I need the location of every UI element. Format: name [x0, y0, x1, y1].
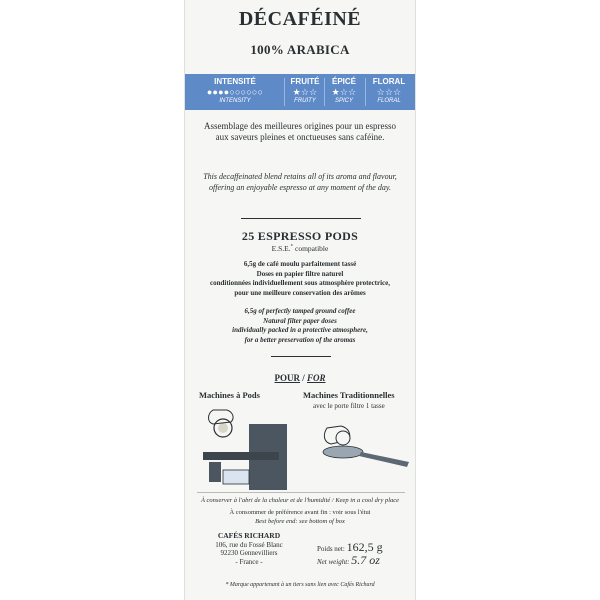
details-en-line: 6,5g of perfectly tamped ground coffee	[244, 307, 356, 315]
trademark-note: * Marque appartenant à un tiers sans lien avec Cafés Richard	[225, 582, 375, 588]
intensity-label: INTENSITÉ	[214, 77, 256, 86]
coffee-pod	[336, 431, 350, 445]
net-weight-grams: 162,5 g	[346, 540, 383, 554]
floral-label-en: FLORAL	[377, 98, 401, 104]
details-en-line: individually packed in a protective atmosphere,	[232, 326, 368, 334]
portafilter-handle	[359, 452, 409, 467]
pod-center	[218, 423, 228, 433]
description-fr: Assemblage des meilleures origines pour un espresso aux saveurs pleines et onctueuses sans caféine.	[204, 121, 396, 142]
ese-compatible	[185, 244, 415, 253]
best-before-fr: À consommer de préférence avant fin : voir sous l'étui	[229, 509, 371, 516]
for-heading	[185, 373, 415, 383]
machine-pods-label: Machines à Pods	[199, 390, 260, 400]
address-country: - France -	[235, 557, 263, 566]
details-fr	[185, 260, 415, 298]
spicy-label-en: SPICY	[334, 98, 353, 104]
for-label-fr: POUR	[274, 373, 300, 383]
address-line: 106, rue du Fossé Blanc	[215, 540, 283, 549]
cup-icon	[223, 470, 249, 484]
pods-heading: 25 ESPRESSO PODS	[241, 229, 359, 243]
spicy-column	[326, 74, 362, 110]
floral-stars: ☆☆☆	[376, 87, 402, 97]
details-fr-line: conditionnées individuellement sous atmosphère protectrice,	[210, 279, 390, 287]
portafilter-illustration	[305, 410, 415, 472]
spicy-label: ÉPICÉ	[331, 77, 356, 86]
band-divider	[284, 78, 285, 106]
details-en-line: for a better preservation of the aromas	[244, 335, 356, 344]
fruity-label-en: FRUITY	[294, 98, 316, 104]
fruity-stars: ★☆☆	[292, 87, 318, 97]
pod-machine-illustration	[193, 400, 293, 492]
net-weight-ounces: 5.7 oz	[351, 553, 380, 567]
company-address	[193, 532, 305, 566]
floral-label: FLORAL	[372, 77, 406, 86]
divider-line	[197, 492, 405, 493]
intensity-dots: ●●●●○○○○○○	[206, 87, 264, 97]
net-weight-label-en: Net weight:	[317, 558, 350, 566]
trademark-asterisk: *	[290, 244, 294, 250]
band-divider	[365, 78, 366, 106]
details-en	[185, 307, 415, 345]
details-fr-line: 6,5g de café moulu parfaitement tassé	[243, 260, 357, 268]
taste-profile-band	[185, 74, 415, 110]
spicy-stars: ★☆☆	[331, 87, 357, 97]
for-separator: /	[299, 373, 307, 383]
machine-spout	[209, 462, 221, 482]
portafilter-basket	[323, 446, 363, 458]
company-name: CAFÉS RICHARD	[217, 531, 281, 540]
divider-line	[271, 356, 331, 357]
details-fr-line: Doses en papier filtre naturel	[256, 269, 344, 278]
divider-line	[241, 218, 361, 219]
ese-compat-label: compatible	[293, 244, 329, 253]
best-before-en: Best before end: see bottom of box	[255, 518, 345, 525]
net-weight	[317, 540, 416, 568]
storage-note: À conserver à l'abri de la chaleur et de l'humidité / Keep in a cool dry place	[200, 497, 400, 504]
band-divider	[324, 78, 325, 106]
machine-traditional-label: Machines Traditionnelles	[303, 390, 395, 400]
fruity-column	[287, 74, 323, 110]
intensity-column	[189, 74, 281, 110]
for-label-en: FOR	[307, 373, 326, 383]
description-en: This decaffeinated blend retains all of its aroma and flavour, offering an enjoyable espresso at any moment of the day.	[203, 172, 397, 192]
details-en-line: Natural filter paper doses	[263, 316, 337, 325]
product-title: DÉCAFÉINÉ	[238, 8, 362, 30]
package-panel	[184, 0, 416, 600]
intensity-label-en: INTENSITY	[219, 98, 251, 104]
product-subtitle: 100% ARABICA	[250, 42, 350, 57]
address-line: 92230 Gennevilliers	[220, 549, 278, 557]
net-weight-label: Poids net:	[317, 545, 345, 553]
ese-label: E.S.E.	[271, 244, 291, 253]
machine-head	[203, 452, 279, 460]
floral-column	[369, 74, 409, 110]
machine-traditional-sublabel: avec le porte filtre 1 tasse	[313, 402, 385, 410]
details-fr-line: pour une meilleure conservation des arômes	[234, 288, 366, 297]
fruity-label: FRUITÉ	[290, 77, 320, 86]
